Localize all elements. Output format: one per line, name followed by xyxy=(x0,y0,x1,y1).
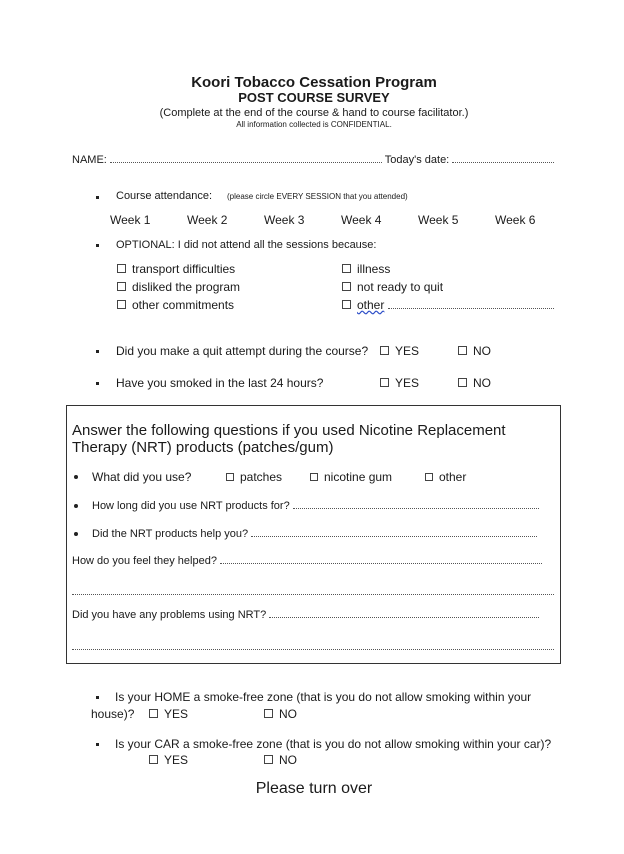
home-smoke-free-question: Is your HOME a smoke-free zone (that is you do not allow smoking within your xyxy=(115,690,532,704)
checkbox-icon[interactable] xyxy=(380,346,389,355)
nrt-heading-line2: Therapy (NRT) products (patches/gum) xyxy=(72,439,334,456)
how-helped-row xyxy=(72,554,542,567)
name-label: NAME: xyxy=(72,154,107,166)
bullet-icon xyxy=(74,475,78,479)
continuation-line[interactable] xyxy=(72,585,554,595)
option-transport[interactable]: transport difficulties xyxy=(117,262,235,276)
attendance-note: (please circle EVERY SESSION that you attended) xyxy=(227,192,408,201)
bullet-icon xyxy=(74,504,78,508)
option-not-ready[interactable]: not ready to quit xyxy=(342,280,443,294)
confidentiality-note: All information collected is CONFIDENTIAL. xyxy=(236,120,392,129)
bullet-icon xyxy=(74,532,78,536)
survey-title: Koori Tobacco Cessation Program xyxy=(191,74,437,91)
name-field-row xyxy=(72,153,554,166)
turn-over-note: Please turn over xyxy=(255,780,373,797)
date-label: Today's date: xyxy=(384,154,450,166)
how-helped-input-line-2[interactable] xyxy=(72,582,554,600)
problems-row xyxy=(72,608,539,621)
how-helped-input-line[interactable] xyxy=(220,554,542,564)
survey-subtitle: POST COURSE SURVEY xyxy=(238,90,390,105)
checkbox-icon[interactable] xyxy=(117,300,126,309)
checkbox-icon[interactable] xyxy=(425,473,433,481)
checkbox-icon[interactable] xyxy=(458,378,467,387)
quit-attempt-question: Did you make a quit attempt during the course? xyxy=(116,344,369,358)
bullet-icon xyxy=(96,743,99,746)
option-disliked[interactable]: disliked the program xyxy=(117,280,240,294)
week-3[interactable]: Week 3 xyxy=(264,213,305,227)
week-5[interactable]: Week 5 xyxy=(418,213,459,227)
home-smoke-free-question-cont: house)? xyxy=(91,707,135,721)
checkbox-icon[interactable] xyxy=(342,264,351,273)
bullet-icon xyxy=(96,196,99,199)
checkbox-icon[interactable] xyxy=(264,709,273,718)
smoked-24h-no[interactable]: NO xyxy=(458,376,491,390)
quit-attempt-no[interactable]: NO xyxy=(458,344,491,358)
optional-label: OPTIONAL: I did not attend all the sessions because: xyxy=(116,239,377,251)
how-helped-question: How do you feel they helped? xyxy=(72,555,217,567)
car-yes[interactable]: YES xyxy=(149,753,188,767)
nrt-option-other[interactable]: other xyxy=(425,470,466,484)
did-help-question: Did the NRT products help you? xyxy=(92,528,249,540)
checkbox-icon[interactable] xyxy=(117,264,126,273)
checkbox-icon[interactable] xyxy=(149,755,158,764)
other-input-line[interactable] xyxy=(388,299,554,309)
did-help-row xyxy=(92,527,537,540)
bullet-icon xyxy=(96,244,99,247)
checkbox-icon[interactable] xyxy=(380,378,389,387)
car-no[interactable]: NO xyxy=(264,753,297,767)
how-long-row xyxy=(92,499,539,512)
checkbox-icon[interactable] xyxy=(310,473,318,481)
home-yes[interactable]: YES xyxy=(149,707,188,721)
what-used-question: What did you use? xyxy=(92,470,192,484)
option-other[interactable]: other xyxy=(342,298,554,312)
nrt-option-gum[interactable]: nicotine gum xyxy=(310,470,392,484)
checkbox-icon[interactable] xyxy=(342,282,351,291)
nrt-heading-line1: Answer the following questions if you used Nicotine Replacement xyxy=(72,422,506,439)
week-6[interactable]: Week 6 xyxy=(495,213,536,227)
problems-input-line[interactable] xyxy=(269,608,539,618)
nrt-option-patches[interactable]: patches xyxy=(226,470,282,484)
date-input-line[interactable] xyxy=(452,153,554,163)
attendance-label: Course attendance: xyxy=(116,190,213,202)
problems-question: Did you have any problems using NRT? xyxy=(72,609,267,621)
checkbox-icon[interactable] xyxy=(342,300,351,309)
how-long-question: How long did you use NRT products for? xyxy=(92,500,290,512)
bullet-icon xyxy=(96,350,99,353)
option-illness[interactable]: illness xyxy=(342,262,390,276)
home-no[interactable]: NO xyxy=(264,707,297,721)
option-other-commitments[interactable]: other commitments xyxy=(117,298,234,312)
smoked-24h-yes[interactable]: YES xyxy=(380,376,419,390)
name-input-line[interactable] xyxy=(110,153,382,163)
how-long-input-line[interactable] xyxy=(293,499,539,509)
car-smoke-free-question: Is your CAR a smoke-free zone (that is you do not allow smoking within your car)? xyxy=(115,737,552,751)
checkbox-icon[interactable] xyxy=(149,709,158,718)
week-4[interactable]: Week 4 xyxy=(341,213,382,227)
checkbox-icon[interactable] xyxy=(226,473,234,481)
checkbox-icon[interactable] xyxy=(117,282,126,291)
did-help-input-line[interactable] xyxy=(251,527,537,537)
smoked-24h-question: Have you smoked in the last 24 hours? xyxy=(116,376,324,390)
continuation-line[interactable] xyxy=(72,640,554,650)
bullet-icon xyxy=(96,696,99,699)
week-2[interactable]: Week 2 xyxy=(187,213,228,227)
checkbox-icon[interactable] xyxy=(458,346,467,355)
bullet-icon xyxy=(96,382,99,385)
week-1[interactable]: Week 1 xyxy=(110,213,151,227)
survey-instructions: (Complete at the end of the course & hand to course facilitator.) xyxy=(159,107,469,119)
quit-attempt-yes[interactable]: YES xyxy=(380,344,419,358)
checkbox-icon[interactable] xyxy=(264,755,273,764)
problems-input-line-2[interactable] xyxy=(72,637,554,655)
